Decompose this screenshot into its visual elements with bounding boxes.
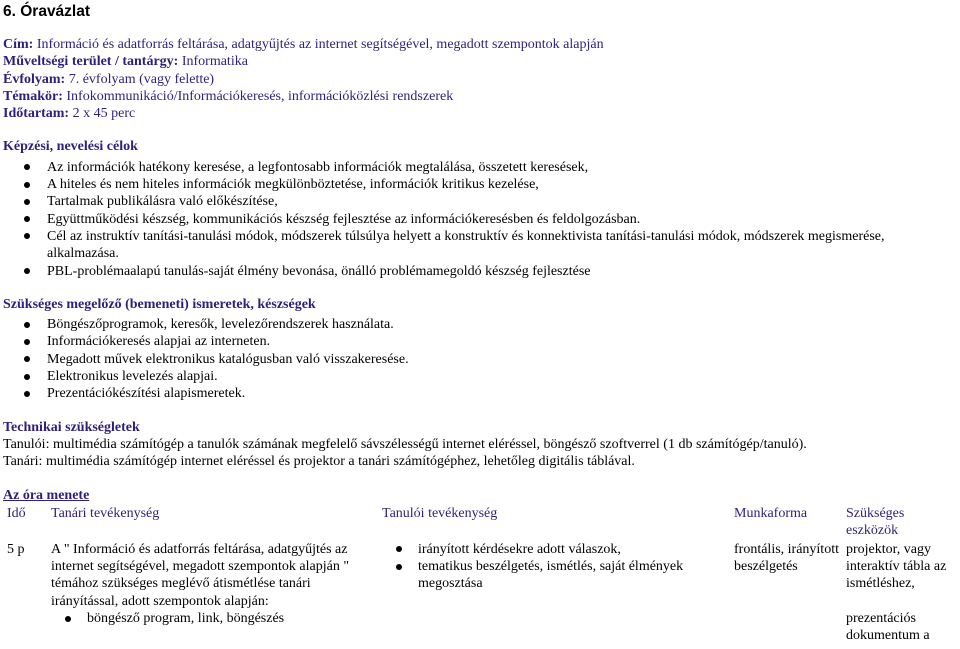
tools-line-1: projektor, vagy interaktív tábla az ismétléshez,: [846, 541, 947, 592]
cell-work-form: frontális, irányított beszélgetés: [734, 541, 839, 575]
meta-title-label: Cím:: [3, 37, 34, 52]
header-teacher-activity: Tanári tevékenység: [51, 505, 160, 521]
header-work-form: Munkaforma: [734, 505, 808, 521]
meta-subject-label: Műveltségi terület / tantárgy:: [3, 54, 179, 70]
teacher-activity-text: A " Információ és adatforrás feltárása, adatgyűjtés az internet segítségével, megadott szempontok alapján " témához szükséges meglévő átismétlése tanári irányítással, adott szempontok alapján:: [51, 541, 350, 609]
cell-tools: [842, 541, 958, 645]
list-item: Böngészőprogramok, keresők, levelezőrendszerek használata.: [3, 316, 958, 333]
table-row: [3, 541, 958, 645]
cell-teacher-activity: [47, 541, 378, 645]
lesson-plan-page: [3, 2, 958, 645]
meta-duration-value: 2 x 45 perc: [72, 106, 136, 122]
goals-heading: Képzési, nevelési célok: [3, 139, 138, 155]
page-heading: 6. Óravázlat: [3, 3, 91, 20]
meta-topic-value: Infokommunikáció/Információkeresés, információközlési rendszerek: [66, 88, 454, 104]
prerequisites-heading: Szükséges megelőző (bemeneti) ismeretek, készségek: [3, 296, 316, 312]
list-item: PBL-problémaalapú tanulás-saját élmény bevonása, önálló problémamegoldó készség fejlesztése: [3, 263, 958, 280]
technical-teacher-line: Tanári: multimédia számítógép internet eléréssel és projektor a tanári számítógéphez, lehetőleg digitális táblával.: [3, 454, 635, 470]
list-item: Elektronikus levelezés alapjai.: [3, 368, 958, 385]
header-required-tools: Szükséges eszközök: [846, 505, 905, 539]
technical-student-line: Tanulói: multimédia számítógép a tanulók számának megfelelő sávszélességű internet eléréssel, böngésző szoftverrel (1 db számítógép/tanuló).: [3, 436, 807, 452]
prerequisites-list: [3, 316, 958, 402]
list-item: Megadott művek elektronikus katalógusban való visszakeresése.: [3, 351, 958, 368]
table-header-row: [3, 505, 958, 541]
meta-subject-row: [3, 53, 958, 70]
list-item: Cél az instruktív tanítási-tanulási módok, módszerek túlsúlya helyett a konstruktív és konnektivista tanítási-tanulási módok, módszerek megismerése, alkalmazása.: [3, 228, 958, 263]
meta-block: [3, 36, 958, 122]
meta-topic-label: Témakör:: [3, 88, 63, 104]
meta-title-row: [3, 36, 958, 53]
meta-grade-label: Évfolyam:: [3, 71, 66, 87]
cell-time: 5 p: [7, 541, 25, 557]
meta-grade-value: 7. évfolyam (vagy felette): [68, 71, 215, 87]
meta-subject-value: Informatika: [181, 54, 248, 70]
teacher-activity-list: [51, 610, 378, 627]
lesson-flow-heading: Az óra menete: [3, 487, 90, 503]
list-item: Az információk hatékony keresése, a legfontosabb információk megtalálása, összetett keresések,: [3, 159, 958, 176]
cell-student-activity: [378, 541, 730, 645]
meta-topic-row: [3, 88, 958, 105]
tools-spacer: [846, 593, 958, 610]
meta-grade-row: [3, 71, 958, 88]
meta-duration-row: [3, 105, 958, 122]
list-item: Tartalmak publikálásra való előkészítése,: [3, 193, 958, 210]
list-item: A hiteles és nem hiteles információk megkülönböztetése, információk kritikus kezelése,: [3, 176, 958, 193]
meta-duration-label: Időtartam:: [3, 106, 70, 122]
goals-list: [3, 159, 958, 280]
technical-heading: Technikai szükségletek: [3, 419, 140, 435]
lesson-flow-table: [3, 505, 958, 645]
header-time: Idő: [7, 505, 26, 521]
list-item: irányított kérdésekre adott válaszok,: [382, 541, 730, 558]
student-activity-list: [382, 541, 730, 593]
list-item: Együttműködési készség, kommunikációs készség fejlesztése az információkeresésben és feldolgozásban.: [3, 211, 958, 228]
list-item: Prezentációkészítési alapismeretek.: [3, 385, 958, 402]
header-student-activity: Tanulói tevékenység: [382, 505, 498, 521]
list-item: Információkeresés alapjai az interneten.: [3, 333, 958, 350]
meta-title-value: Információ és adatforrás feltárása, adatgyűjtés az internet segítségével, megadott szempontok alapján: [36, 37, 604, 52]
list-item: tematikus beszélgetés, ismétlés, saját élmények megosztása: [382, 558, 730, 593]
tools-line-2: prezentációs dokumentum a: [846, 611, 930, 644]
list-item: böngésző program, link, böngészés: [51, 610, 378, 627]
